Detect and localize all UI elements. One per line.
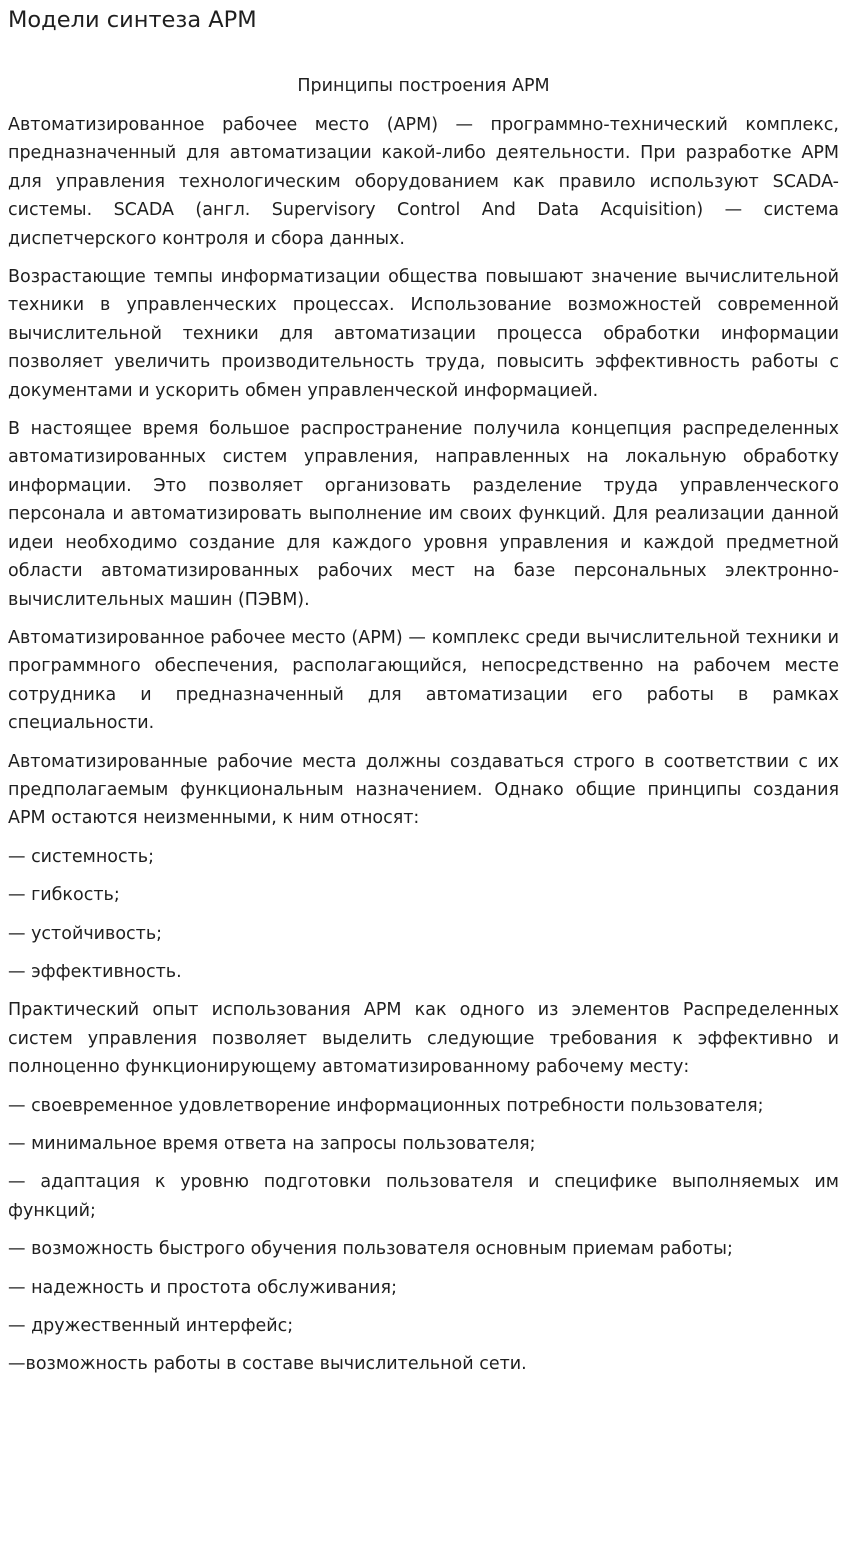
principles-list bbox=[8, 843, 839, 987]
list-item: — дружественный интерфейс; bbox=[8, 1316, 294, 1337]
list-item: — гибкость; bbox=[8, 885, 120, 906]
section-title: Принципы построения АРМ bbox=[297, 76, 550, 96]
list-item: — адаптация к уровню подготовки пользователя и специфике выполняемых им функций; bbox=[8, 1172, 839, 1221]
page-title: Модели синтеза АРМ bbox=[8, 7, 257, 33]
list-item: — надежность и простота обслуживания; bbox=[8, 1277, 397, 1298]
list-item: — устойчивость; bbox=[8, 923, 163, 944]
article-body bbox=[8, 111, 839, 1379]
list-item: — возможность быстрого обучения пользователя основным приемам работы; bbox=[8, 1239, 733, 1260]
list-item: — системность; bbox=[8, 846, 155, 867]
paragraph-definition: Автоматизированное рабочее место (АРМ) — программно-технический комплекс, предназначенный для автоматизации какой-либо деятельности. При разработке АРМ для управления технологическим оборудованием как правило используют SCADA-системы. SCADA (англ. Supervisory Control And Data Acquisition) — система диспетчерского контроля и сбора данных. bbox=[8, 115, 839, 249]
paragraph-requirements-intro: Практический опыт использования АРМ как одного из элементов Распределенных систем управления позволяет выделить следующие требования к эффективно и полноценно функционирующему автоматизированному рабочему месту: bbox=[8, 1000, 839, 1078]
list-item: — минимальное время ответа на запросы пользователя; bbox=[8, 1134, 536, 1154]
list-item: —возможность работы в составе вычислительной сети. bbox=[8, 1354, 527, 1375]
paragraph-arm-definition: Автоматизированное рабочее место (АРМ) — комплекс среди вычислительной техники и программного обеспечения, располагающийся, непосредственно на рабочем месте сотрудника и предназначенный для автоматизации его работы в рамках специальности. bbox=[8, 627, 839, 734]
paragraph-distributed-systems: В настоящее время большое распространение получила концепция распределенных автоматизированных систем управления, направленных на локальную обработку информации. Это позволяет организовать разделение труда управленческого персонала и автоматизировать выполнение им своих функций. Для реализации данной идеи необходимо создание для каждого уровня управления и каждой предметной области автоматизированных рабочих мест на базе персональных электронно-вычислительных машин (ПЭВМ). bbox=[8, 419, 839, 610]
paragraph-informatization: Возрастающие темпы информатизации общества повышают значение вычислительной техники в управленческих процессах. Использование возможностей современной вычислительной техники для автоматизации процесса обработки информации позволяет увеличить производительность труда, повысить эффективность работы с документами и ускорить обмен управленческой информацией. bbox=[8, 267, 839, 401]
list-item: — своевременное удовлетворение информационных потребности пользователя; bbox=[8, 1095, 764, 1116]
requirements-list bbox=[8, 1092, 839, 1379]
list-item: — эффективность. bbox=[8, 961, 182, 982]
paragraph-principles-intro: Автоматизированные рабочие места должны создаваться строго в соответствии с их предполагаемым функциональным назначением. Однако общие принципы создания АРМ остаются неизменными, к ним относят: bbox=[8, 751, 839, 829]
